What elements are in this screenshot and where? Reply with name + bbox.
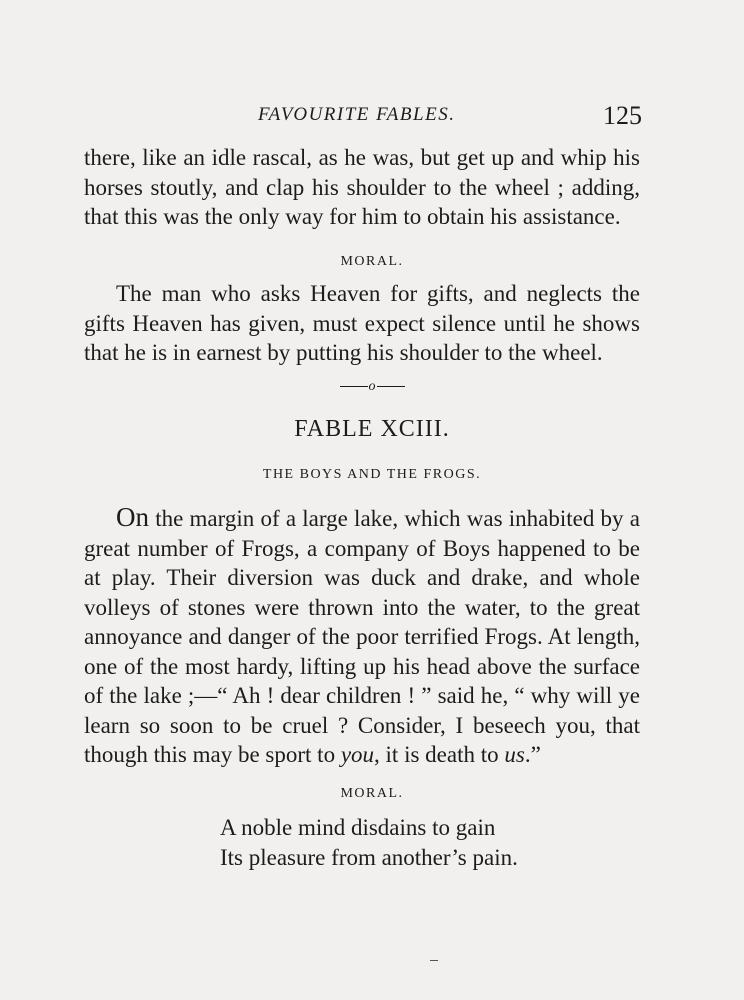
moral-verse bbox=[220, 813, 518, 873]
emphasis-us: us bbox=[504, 742, 525, 767]
drop-cap: On bbox=[116, 502, 149, 532]
section-divider bbox=[0, 379, 744, 395]
fable-title: FABLE XCIII. bbox=[294, 416, 450, 442]
page-number: 125 bbox=[603, 101, 642, 130]
running-title: FAVOURITE FABLES. bbox=[258, 104, 456, 125]
page-mark bbox=[430, 960, 438, 961]
verse-line: A noble mind disdains to gain bbox=[220, 815, 496, 840]
fable-body bbox=[84, 503, 640, 770]
verse-line: Its pleasure from another’s pain. bbox=[220, 845, 518, 870]
page-header bbox=[0, 101, 744, 132]
fable-body-text: On the margin of a large lake, which was inhabited by a great number of Frogs, a company of Boys happened to be at play. Their diversion was duck and drake, and whole volleys of stones were thrown into the water, to the great annoyance and danger of the poor terrified Frogs. At length, one of the most hardy, lifting up his head above the surface of the lake ;—“ Ah ! dear children ! ” said he, “ why will ye learn so soon to be cruel ? Consider, I beseech you, that though this may be sport to you, it is death to us.” bbox=[84, 502, 640, 767]
moral-heading: MORAL. bbox=[340, 254, 404, 269]
emphasis-you: you bbox=[340, 742, 375, 767]
fable-moral-heading: MORAL. bbox=[340, 786, 404, 801]
fable-subtitle: THE BOYS AND THE FROGS. bbox=[262, 467, 482, 482]
divider-ornament: o bbox=[368, 379, 376, 394]
moral-text: The man who asks Heaven for gifts, and neglects the gifts Heaven has given, must expect silence until he shows that he is in earnest by putting his shoulder to the wheel. bbox=[84, 281, 640, 365]
continuation-paragraph bbox=[84, 143, 640, 232]
continuation-text: there, like an idle rascal, as he was, but get up and whip his horses stoutly, and clap his shoulder to the wheel ; adding, that this was the only way for him to obtain his assistance. bbox=[84, 145, 640, 229]
moral-paragraph bbox=[84, 279, 640, 368]
